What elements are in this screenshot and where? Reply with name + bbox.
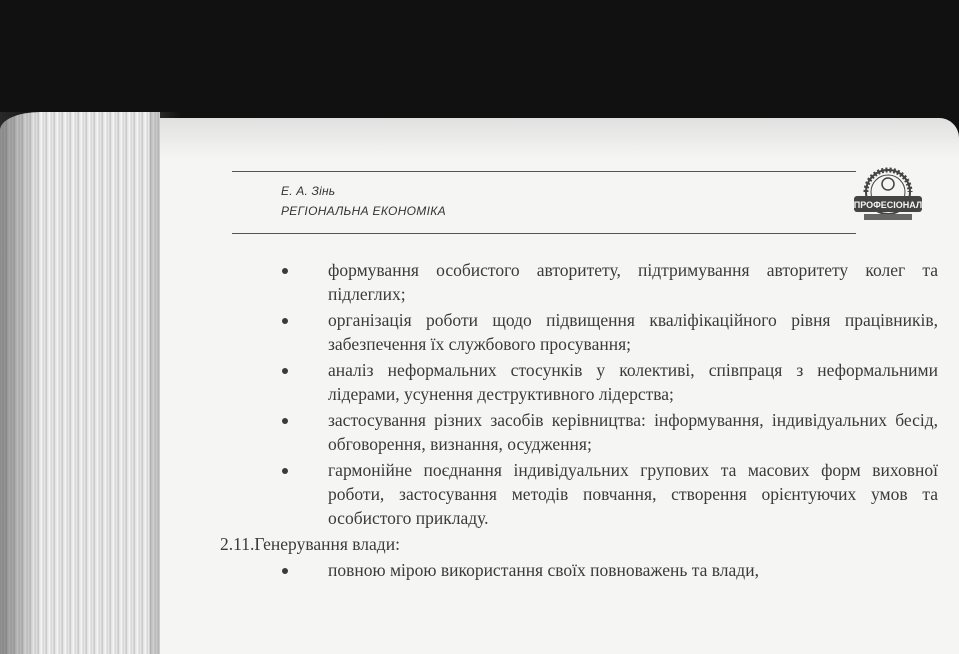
header-rule-top: [232, 171, 856, 172]
page-content: [220, 258, 940, 582]
list-item: [220, 558, 940, 582]
section-title: Генерування влади:: [254, 534, 400, 554]
list-item: [220, 358, 940, 406]
bullet-icon: [282, 418, 288, 424]
running-head-title: РЕГІОНАЛЬНА ЕКОНОМІКА: [281, 204, 446, 218]
list-item: [220, 308, 940, 356]
publisher-logo-text: ПРОФЕСІОНАЛ: [853, 200, 923, 210]
bullet-icon: [282, 318, 288, 324]
list-item-text: організація роботи щодо підвищення кваліфікаційного рівня працівників, забезпечення їх службового просування;: [328, 310, 938, 354]
bullet-icon: [282, 368, 288, 374]
list-item-text: аналіз неформальних стосунків у колективі, співпраця з неформальними лідерами, усунення деструктивного лідерства;: [328, 360, 938, 404]
list-item: [220, 458, 940, 530]
book-page-edges: [0, 112, 160, 654]
publisher-logo-icon: [848, 162, 928, 238]
bullet-icon: [282, 268, 288, 274]
list-item-text: повною мірою використання своїх повноважень та влади,: [328, 560, 759, 580]
section-heading: [220, 532, 940, 556]
header-rule-bottom: [232, 233, 856, 234]
book-page: [160, 118, 959, 654]
section-number: 2.11.: [220, 534, 255, 554]
list-item: [220, 258, 940, 306]
list-item-text: формування особистого авторитету, підтримування авторитету колег та підлеглих;: [328, 260, 938, 304]
dark-background: [0, 0, 959, 130]
running-head-author: Е. А. Зінь: [281, 184, 336, 198]
list-item: [220, 408, 940, 456]
bullet-icon: [282, 568, 288, 574]
list-item-text: гармонійне поєднання індивідуальних групових та масових форм виховної роботи, застосування методів повчання, створення орієнтуючих умов та особистого прикладу.: [328, 460, 938, 528]
bullet-icon: [282, 468, 288, 474]
list-item-text: застосування різних засобів керівництва: інформування, індивідуальних бесід, обговорення, визнання, осудження;: [328, 410, 938, 454]
